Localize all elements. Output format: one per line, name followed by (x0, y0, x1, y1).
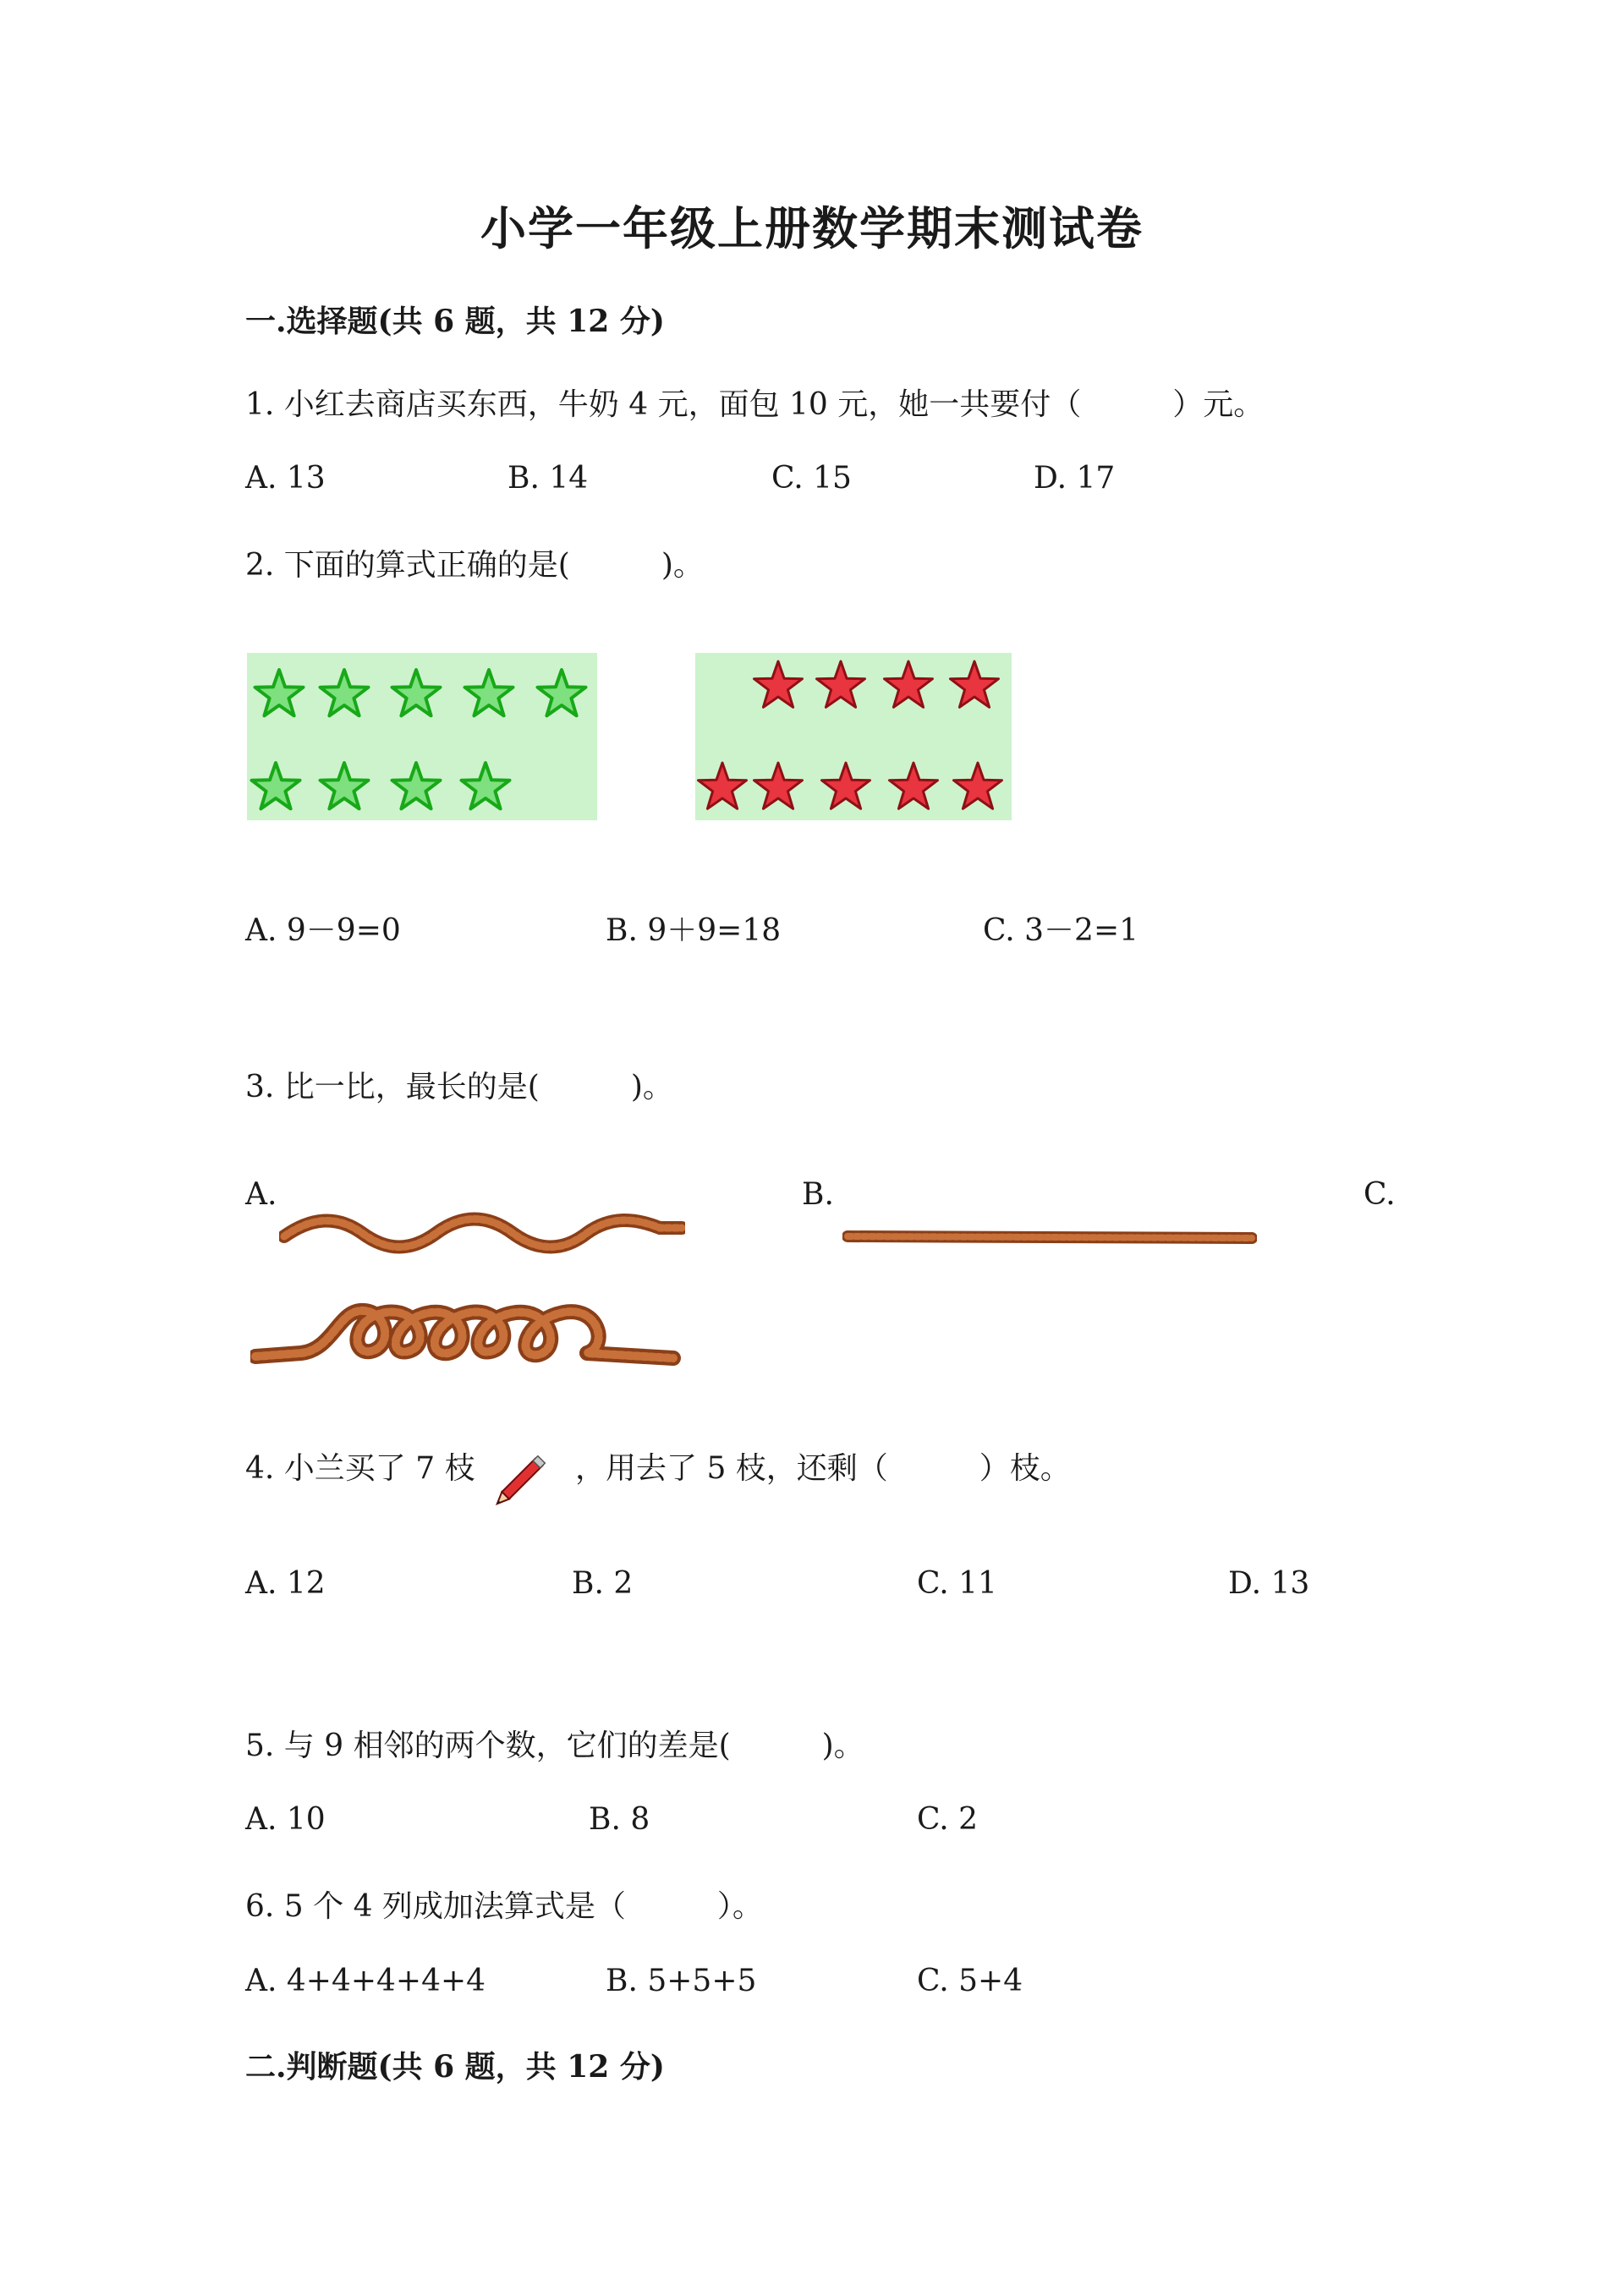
question-1-text: 1. 小红去商店买东西，牛奶 4 元，面包 10 元，她一共要付（ ）元。 (245, 387, 1265, 422)
red-stars-image (695, 653, 1012, 820)
q3-option-a[interactable]: A. (245, 1177, 277, 1212)
q2-option-a[interactable]: A. 9－9=0 (245, 913, 401, 948)
q1-option-b[interactable]: B. 14 (508, 461, 589, 496)
question-4-text-part2: ，用去了 5 枝，还剩（ ）枝。 (575, 1451, 1071, 1486)
q3-option-c[interactable]: C. (1363, 1177, 1396, 1212)
q2-option-c[interactable]: C. 3－2=1 (983, 913, 1139, 948)
q1-option-d[interactable]: D. 17 (1034, 461, 1116, 496)
q4-option-a[interactable]: A. 12 (245, 1566, 326, 1601)
red-star (699, 763, 747, 808)
green-star (321, 763, 369, 808)
q6-option-b[interactable]: B. 5+5+5 (606, 1964, 757, 1998)
q6-option-a[interactable]: A. 4+4+4+4+4 (245, 1964, 486, 1998)
page-title: 小学一年级上册数学期末测试卷 (480, 201, 1144, 255)
q4-option-d[interactable]: D. 13 (1228, 1566, 1310, 1601)
red-star (754, 661, 803, 707)
green-star (392, 763, 441, 808)
question-6-text: 6. 5 个 4 列成加法算式是（ ）。 (245, 1889, 763, 1924)
red-star (817, 661, 865, 707)
q5-option-c[interactable]: C. 2 (917, 1802, 979, 1837)
section-heading-choice: 一.选择题(共 6 题，共 12 分) (245, 304, 665, 339)
q3-option-b[interactable]: B. (802, 1177, 834, 1212)
q4-option-b[interactable]: B. 2 (572, 1566, 634, 1601)
green-star (538, 670, 586, 715)
pencil-icon (489, 1439, 562, 1512)
section-heading-judgement: 二.判断题(共 6 题，共 12 分) (245, 2049, 665, 2085)
green-star (392, 670, 441, 715)
question-4-text-part1: 4. 小兰买了 7 枝 (245, 1451, 475, 1486)
green-star (465, 670, 513, 715)
green-star (321, 670, 369, 715)
q1-option-c[interactable]: C. 15 (771, 461, 852, 496)
red-stars (699, 661, 1002, 808)
q1-option-a[interactable]: A. 13 (245, 461, 326, 496)
red-star (954, 763, 1002, 808)
question-2-text: 2. 下面的算式正确的是( )。 (245, 548, 704, 583)
red-star (822, 763, 870, 808)
q2-option-b[interactable]: B. 9＋9=18 (606, 913, 782, 948)
red-star (754, 763, 803, 808)
q4-option-c[interactable]: C. 11 (917, 1566, 997, 1601)
green-star (252, 763, 300, 808)
looped-rope-image (250, 1287, 682, 1372)
green-stars (252, 670, 586, 808)
straight-rope-image (842, 1225, 1257, 1250)
green-star (255, 670, 304, 715)
wavy-rope-image (279, 1199, 685, 1263)
red-star (951, 661, 999, 707)
red-star (890, 763, 938, 808)
q6-option-c[interactable]: C. 5+4 (917, 1964, 1023, 1998)
question-5-text: 5. 与 9 相邻的两个数，它们的差是( )。 (245, 1729, 864, 1763)
q5-option-a[interactable]: A. 10 (245, 1802, 326, 1837)
q5-option-b[interactable]: B. 8 (589, 1802, 650, 1837)
green-stars-image (247, 653, 597, 820)
green-star (462, 763, 510, 808)
question-3-text: 3. 比一比，最长的是( )。 (245, 1070, 673, 1104)
red-star (885, 661, 933, 707)
